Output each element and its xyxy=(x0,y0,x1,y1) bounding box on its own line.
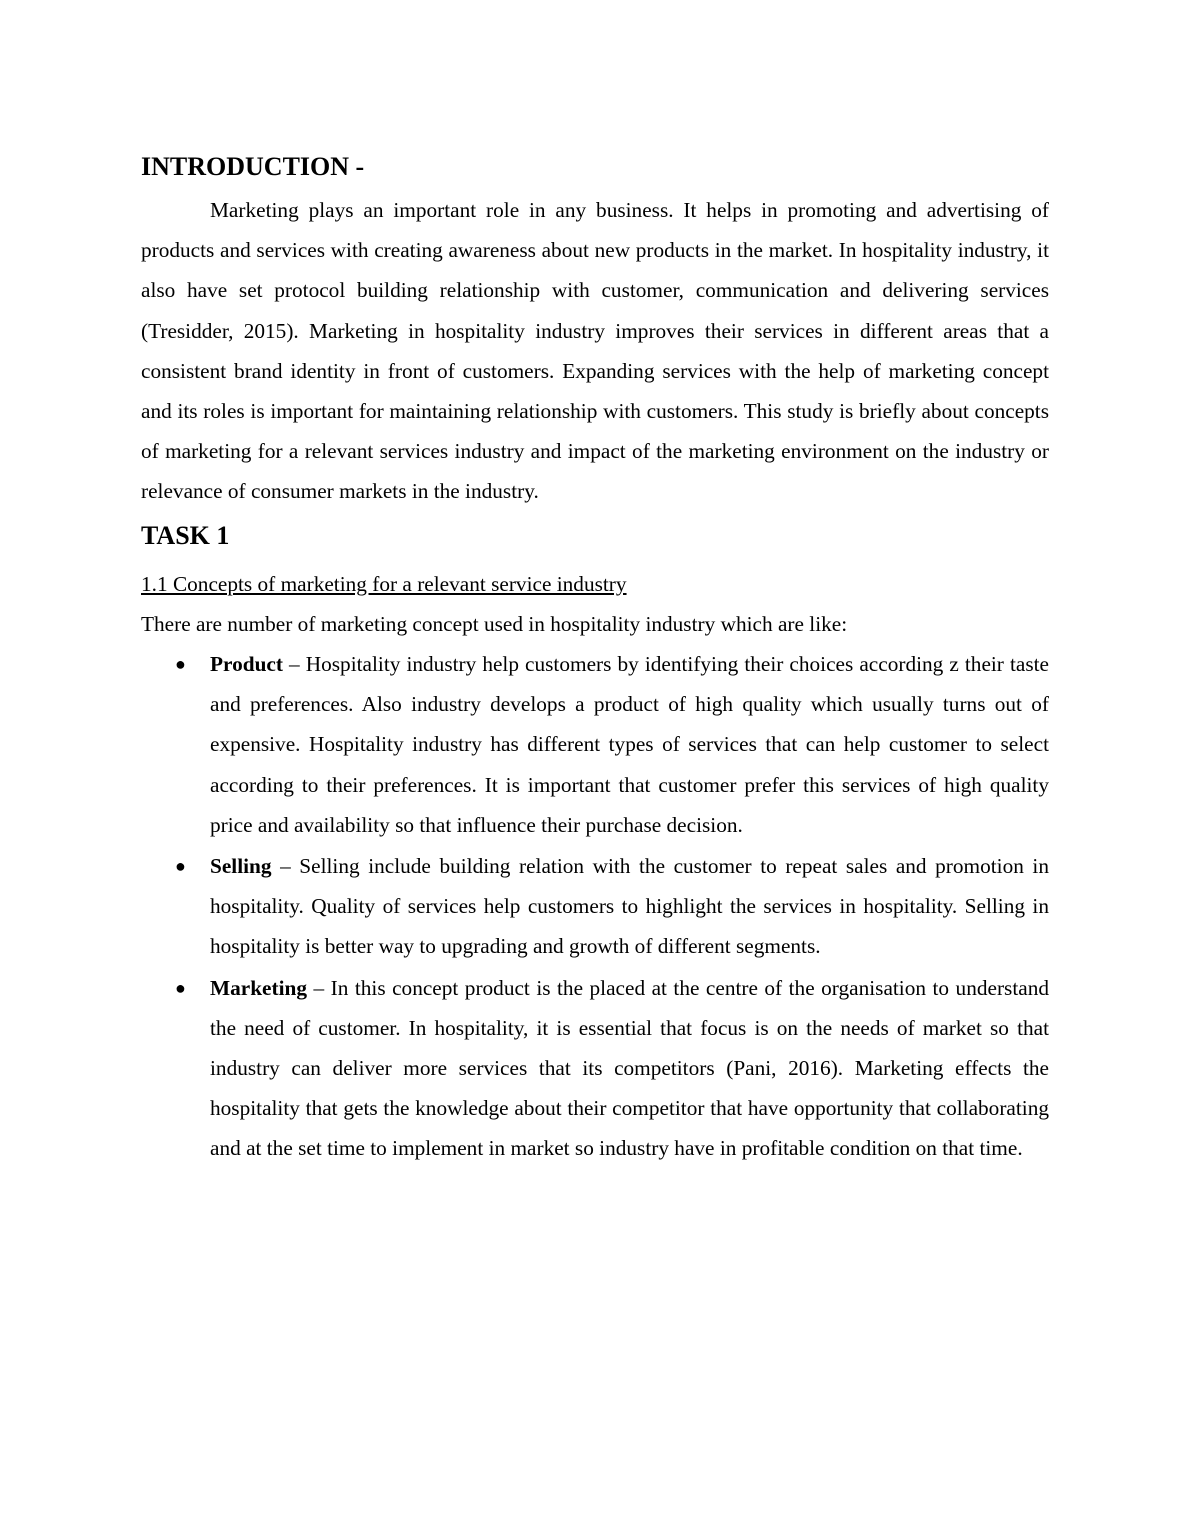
bullet-icon: ● xyxy=(175,856,186,877)
bullet-text: – Selling include building relation with the customer to repeat sales and promotion in hospitality. Quality of services help customers to highlight the services in hospitality. Selling in hospitality is better way to upgrading and growth of different segments. xyxy=(210,854,1049,959)
list-item xyxy=(141,644,1049,845)
section-heading: 1.1 Concepts of marketing for a relevant service industry xyxy=(141,571,627,596)
task-heading: TASK 1 xyxy=(141,520,230,550)
bullet-icon: ● xyxy=(175,977,186,998)
bullet-text: – Hospitality industry help customers by identifying their choices according z their taste and preferences. Also industry develops a product of high quality which usually turns out of expensive. Hospitality industry has different types of services that can help customer to select according to their preferences. It is important that customer prefer this services of high quality price and availability so that influence their purchase decision. xyxy=(210,652,1049,837)
document-page xyxy=(141,148,1049,1170)
bullet-term: Marketing xyxy=(210,975,308,1000)
bullet-icon: ● xyxy=(175,654,186,675)
introduction-heading: INTRODUCTION - xyxy=(141,152,365,181)
list-item xyxy=(141,846,1049,967)
bullet-text: – In this concept product is the placed at the centre of the organisation to understand the need of customer. In hospitality, it is essential that focus is on the needs of market so that industry can deliver more services that its competitors (Pani, 2016). Marketing effects the hospitality that gets the knowledge about their competitor that have opportunity that collaborating and at the set time to implement in market so industry have in profitable condition on that time. xyxy=(210,975,1049,1161)
list-intro-paragraph: There are number of marketing concept used in hospitality industry which are like: xyxy=(141,611,848,636)
list-item xyxy=(141,968,1049,1169)
introduction-paragraph: Marketing plays an important role in any business. It helps in promoting and advertising of products and services with creating awareness about new products in the market. In hospitality industry, it also have set protocol building relationship with customer, communication and delivering services (Tresidder, 2015). Marketing in hospitality industry improves their services in different areas that a consistent brand identity in front of customers. Expanding services with the help of marketing concept and its roles is important for maintaining relationship with customers. This study is briefly about concepts of marketing for a relevant services industry and impact of the marketing environment on the industry or relevance of consumer markets in the industry. xyxy=(141,198,1049,504)
bullet-term: Product xyxy=(210,652,283,677)
bullet-term: Selling xyxy=(210,854,272,879)
concepts-bullet-list xyxy=(141,644,1049,1169)
